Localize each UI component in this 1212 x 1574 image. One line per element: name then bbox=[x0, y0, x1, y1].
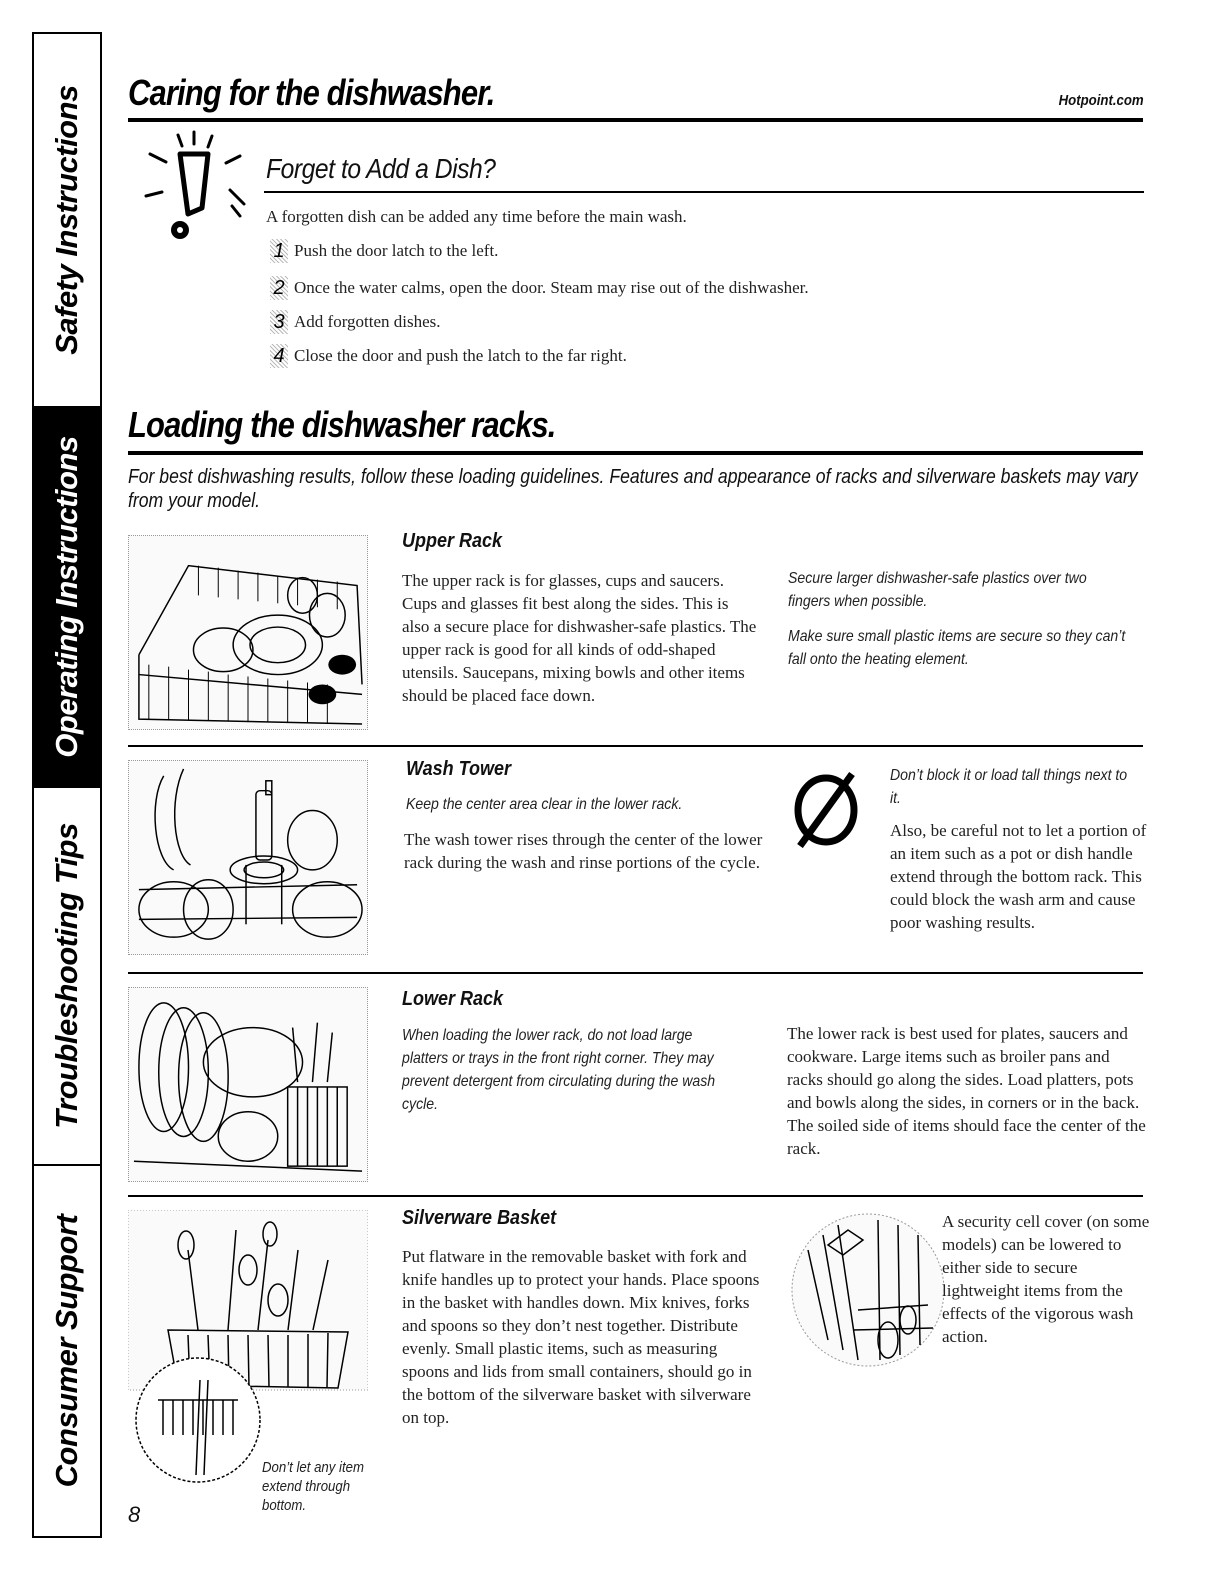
silverware-basket-illustration bbox=[128, 1210, 368, 1495]
forget-rule bbox=[264, 191, 1144, 193]
step-4 bbox=[270, 343, 627, 369]
silverware-caption: Don’t let any item extend through bottom. bbox=[262, 1459, 364, 1514]
step-3 bbox=[270, 309, 441, 335]
upper-rack-title: Upper Rack bbox=[402, 530, 503, 552]
tab-label: Safety Instructions bbox=[49, 85, 84, 355]
step-number: 4 bbox=[270, 344, 288, 368]
tab-consumer-support[interactable] bbox=[34, 1166, 100, 1536]
step-2 bbox=[270, 275, 809, 301]
tab-label: Operating Instructions bbox=[49, 436, 84, 758]
wash-tower-note: Keep the center area clear in the lower rack. bbox=[406, 796, 683, 813]
lower-rack-title: Lower Rack bbox=[402, 988, 504, 1010]
title-rule bbox=[128, 118, 1143, 122]
wash-tower-body: The wash tower rises through the center of the lower rack during the wash and rinse portions of the cycle. bbox=[404, 830, 763, 872]
exclamation-icon bbox=[128, 130, 258, 250]
step-number: 1 bbox=[270, 239, 288, 263]
step-text: Once the water calms, open the door. Steam may rise out of the dishwasher. bbox=[294, 278, 809, 297]
wash-tower-illustration bbox=[128, 760, 368, 955]
lower-rack-note: When loading the lower rack, do not load large platters or trays in the front right corner. They may prevent detergent from circulating during the wash cycle. bbox=[402, 1027, 716, 1113]
tab-label: Consumer Support bbox=[49, 1214, 84, 1488]
security-cell-cover-text bbox=[920, 1210, 1150, 1348]
forget-title: Forget to Add a Dish? bbox=[266, 153, 496, 184]
tab-operating-instructions[interactable] bbox=[34, 408, 100, 788]
upper-rack-note-1: Secure larger dishwasher-safe plastics over two fingers when possible. bbox=[788, 570, 1087, 610]
step-number: 2 bbox=[270, 276, 288, 300]
security-cell-cover-label: A security cell cover (on some models) can be lowered to either side to secure lightweight items from the effects of the vigorous wash action. bbox=[942, 1212, 1150, 1346]
section-divider bbox=[128, 745, 1143, 747]
lower-rack-illustration bbox=[128, 987, 368, 1182]
upper-rack-illustration bbox=[128, 535, 368, 730]
upper-rack-body: The upper rack is for glasses, cups and saucers. Cups and glasses fit best along the sides. This is also a secure place for dishwasher-safe plastics. The upper rack is good for all kinds of odd-shaped utensils. Saucepans, mixing bowls and other items should be placed face down. bbox=[402, 571, 757, 705]
loading-rule bbox=[128, 451, 1143, 455]
silverware-title: Silverware Basket bbox=[402, 1207, 557, 1229]
page-title: Caring for the dishwasher. bbox=[128, 72, 495, 113]
step-number: 3 bbox=[270, 310, 288, 334]
wash-tower-warning-body: Also, be careful not to let a portion of an item such as a pot or dish handle extend through the bottom rack. This could block the wash arm and cause poor washing results. bbox=[890, 821, 1147, 932]
wash-tower-warning: Don’t block it or load tall things next to it. bbox=[890, 767, 1128, 807]
step-text: Add forgotten dishes. bbox=[294, 312, 441, 331]
lower-rack-body: The lower rack is best used for plates, saucers and cookware. Large items such as broiler pans and racks should go along the sides. Load platters, pots and bowls along the sides, in corners or in the back. The soiled side of items should face the center of the rack. bbox=[787, 1024, 1146, 1158]
step-1 bbox=[270, 238, 498, 264]
silverware-body: Put flatware in the removable basket with fork and knife handles up to protect your hands. Place spoons in the basket with handles down. Mix knives, forks and spoons so they don’t nest together. Distribute evenly. Small plastic items, such as measuring spoons and lids from small containers, should go in the bottom of the silverware basket with silverware on top. bbox=[402, 1247, 760, 1427]
step-text: Close the door and push the latch to the far right. bbox=[294, 346, 627, 365]
loading-intro: For best dishwashing results, follow these loading guidelines. Features and appearance of racks and silverware baskets may vary from your model. bbox=[128, 466, 1138, 512]
page-number: 8 bbox=[128, 1502, 141, 1527]
wash-tower-title: Wash Tower bbox=[406, 758, 512, 780]
side-navigation bbox=[32, 32, 102, 1538]
tab-label: Troubleshooting Tips bbox=[49, 823, 84, 1129]
site-link[interactable]: Hotpoint.com bbox=[1058, 92, 1144, 109]
prohibited-icon bbox=[790, 768, 862, 848]
step-text: Push the door latch to the left. bbox=[294, 241, 499, 260]
section-divider bbox=[128, 1195, 1143, 1197]
tab-safety-instructions[interactable] bbox=[34, 34, 100, 408]
forget-intro: A forgotten dish can be added any time before the main wash. bbox=[266, 207, 687, 226]
tab-troubleshooting-tips[interactable] bbox=[34, 788, 100, 1166]
upper-rack-note-2: Make sure small plastic items are secure so they can’t fall onto the heating element. bbox=[788, 628, 1126, 668]
section-divider bbox=[128, 972, 1143, 974]
loading-title: Loading the dishwasher racks. bbox=[128, 404, 556, 445]
